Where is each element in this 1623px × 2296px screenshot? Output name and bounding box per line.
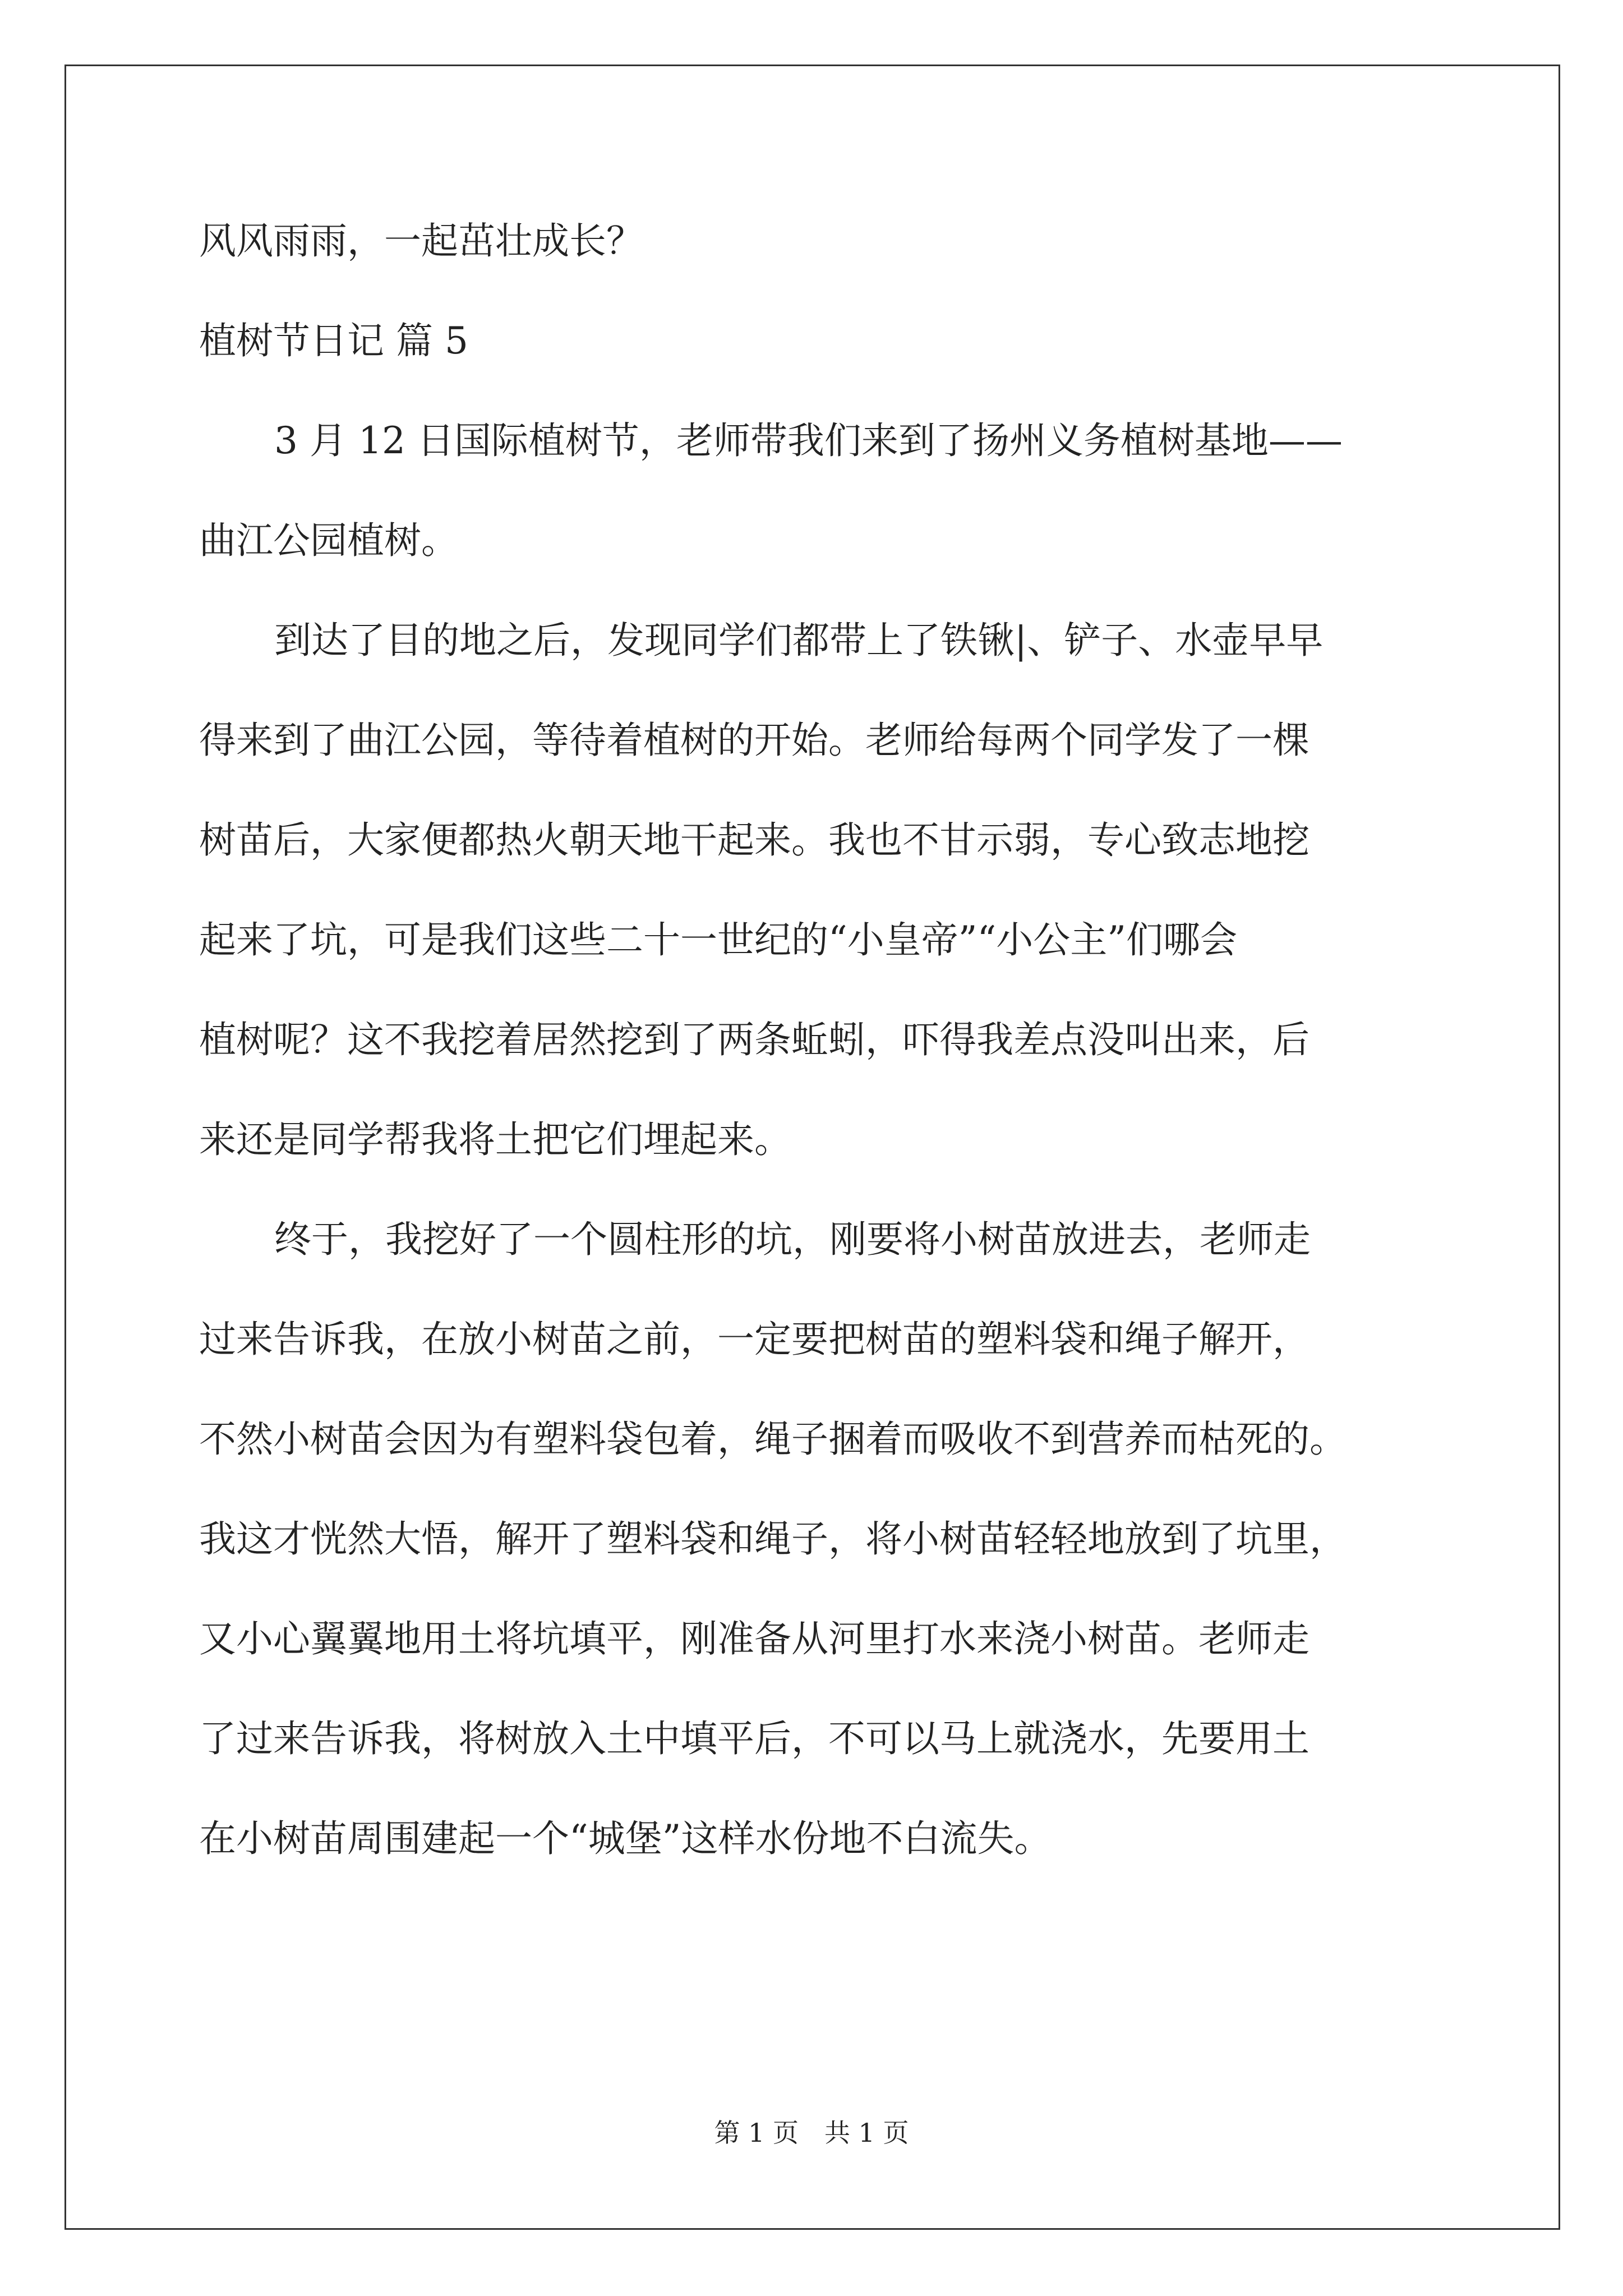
text-line: 过来告诉我，在放小树苗之前，一定要把树苗的塑料袋和绳子解开，	[199, 1318, 1310, 1361]
text-line: 得来到了曲江公园，等待着植树的开始。老师给每两个同学发了一棵	[199, 719, 1310, 762]
text-line: 到达了目的地之后，发现同学们都带上了铁锹|、铲子、水壶早早	[274, 619, 1324, 662]
text-line: 不然小树苗会因为有塑料袋包着，绳子捆着而吸收不到营养而枯死的。	[199, 1418, 1347, 1461]
text-line: 曲江公园植树。	[199, 519, 458, 562]
text-line: 我这才恍然大悟，解开了塑料袋和绳子，将小树苗轻轻地放到了坑里，	[199, 1517, 1347, 1561]
page-footer: 第 1 页 共 1 页	[714, 2118, 909, 2148]
text-line: 3 月 12 日国际植树节，老师带我们来到了扬州义务植树基地——	[274, 419, 1343, 462]
text-line: 来还是同学帮我将土把它们埋起来。	[199, 1118, 791, 1161]
section-heading: 植树节日记 篇 5	[199, 319, 468, 362]
text-line: 起来了坑，可是我们这些二十一世纪的“小皇帝”“小公主”们哪会	[199, 918, 1237, 961]
text-line: 树苗后，大家便都热火朝天地干起来。我也不甘示弱，专心致志地挖	[199, 818, 1310, 862]
text-line: 又小心翼翼地用土将坑填平，刚准备从河里打水来浇小树苗。老师走	[199, 1617, 1310, 1660]
text-line: 风风雨雨，一起茁壮成长？	[199, 219, 643, 263]
text-line: 植树呢？这不我挖着居然挖到了两条蚯蚓，吓得我差点没叫出来，后	[199, 1018, 1310, 1061]
text-line: 了过来告诉我，将树放入土中填平后，不可以马上就浇水，先要用土	[199, 1717, 1310, 1760]
text-line: 终于，我挖好了一个圆柱形的坑，刚要将小树苗放进去，老师走	[274, 1218, 1311, 1261]
text-line: 在小树苗周围建起一个“城堡”这样水份地不白流失。	[199, 1817, 1052, 1860]
document-body	[199, 213, 1461, 1911]
